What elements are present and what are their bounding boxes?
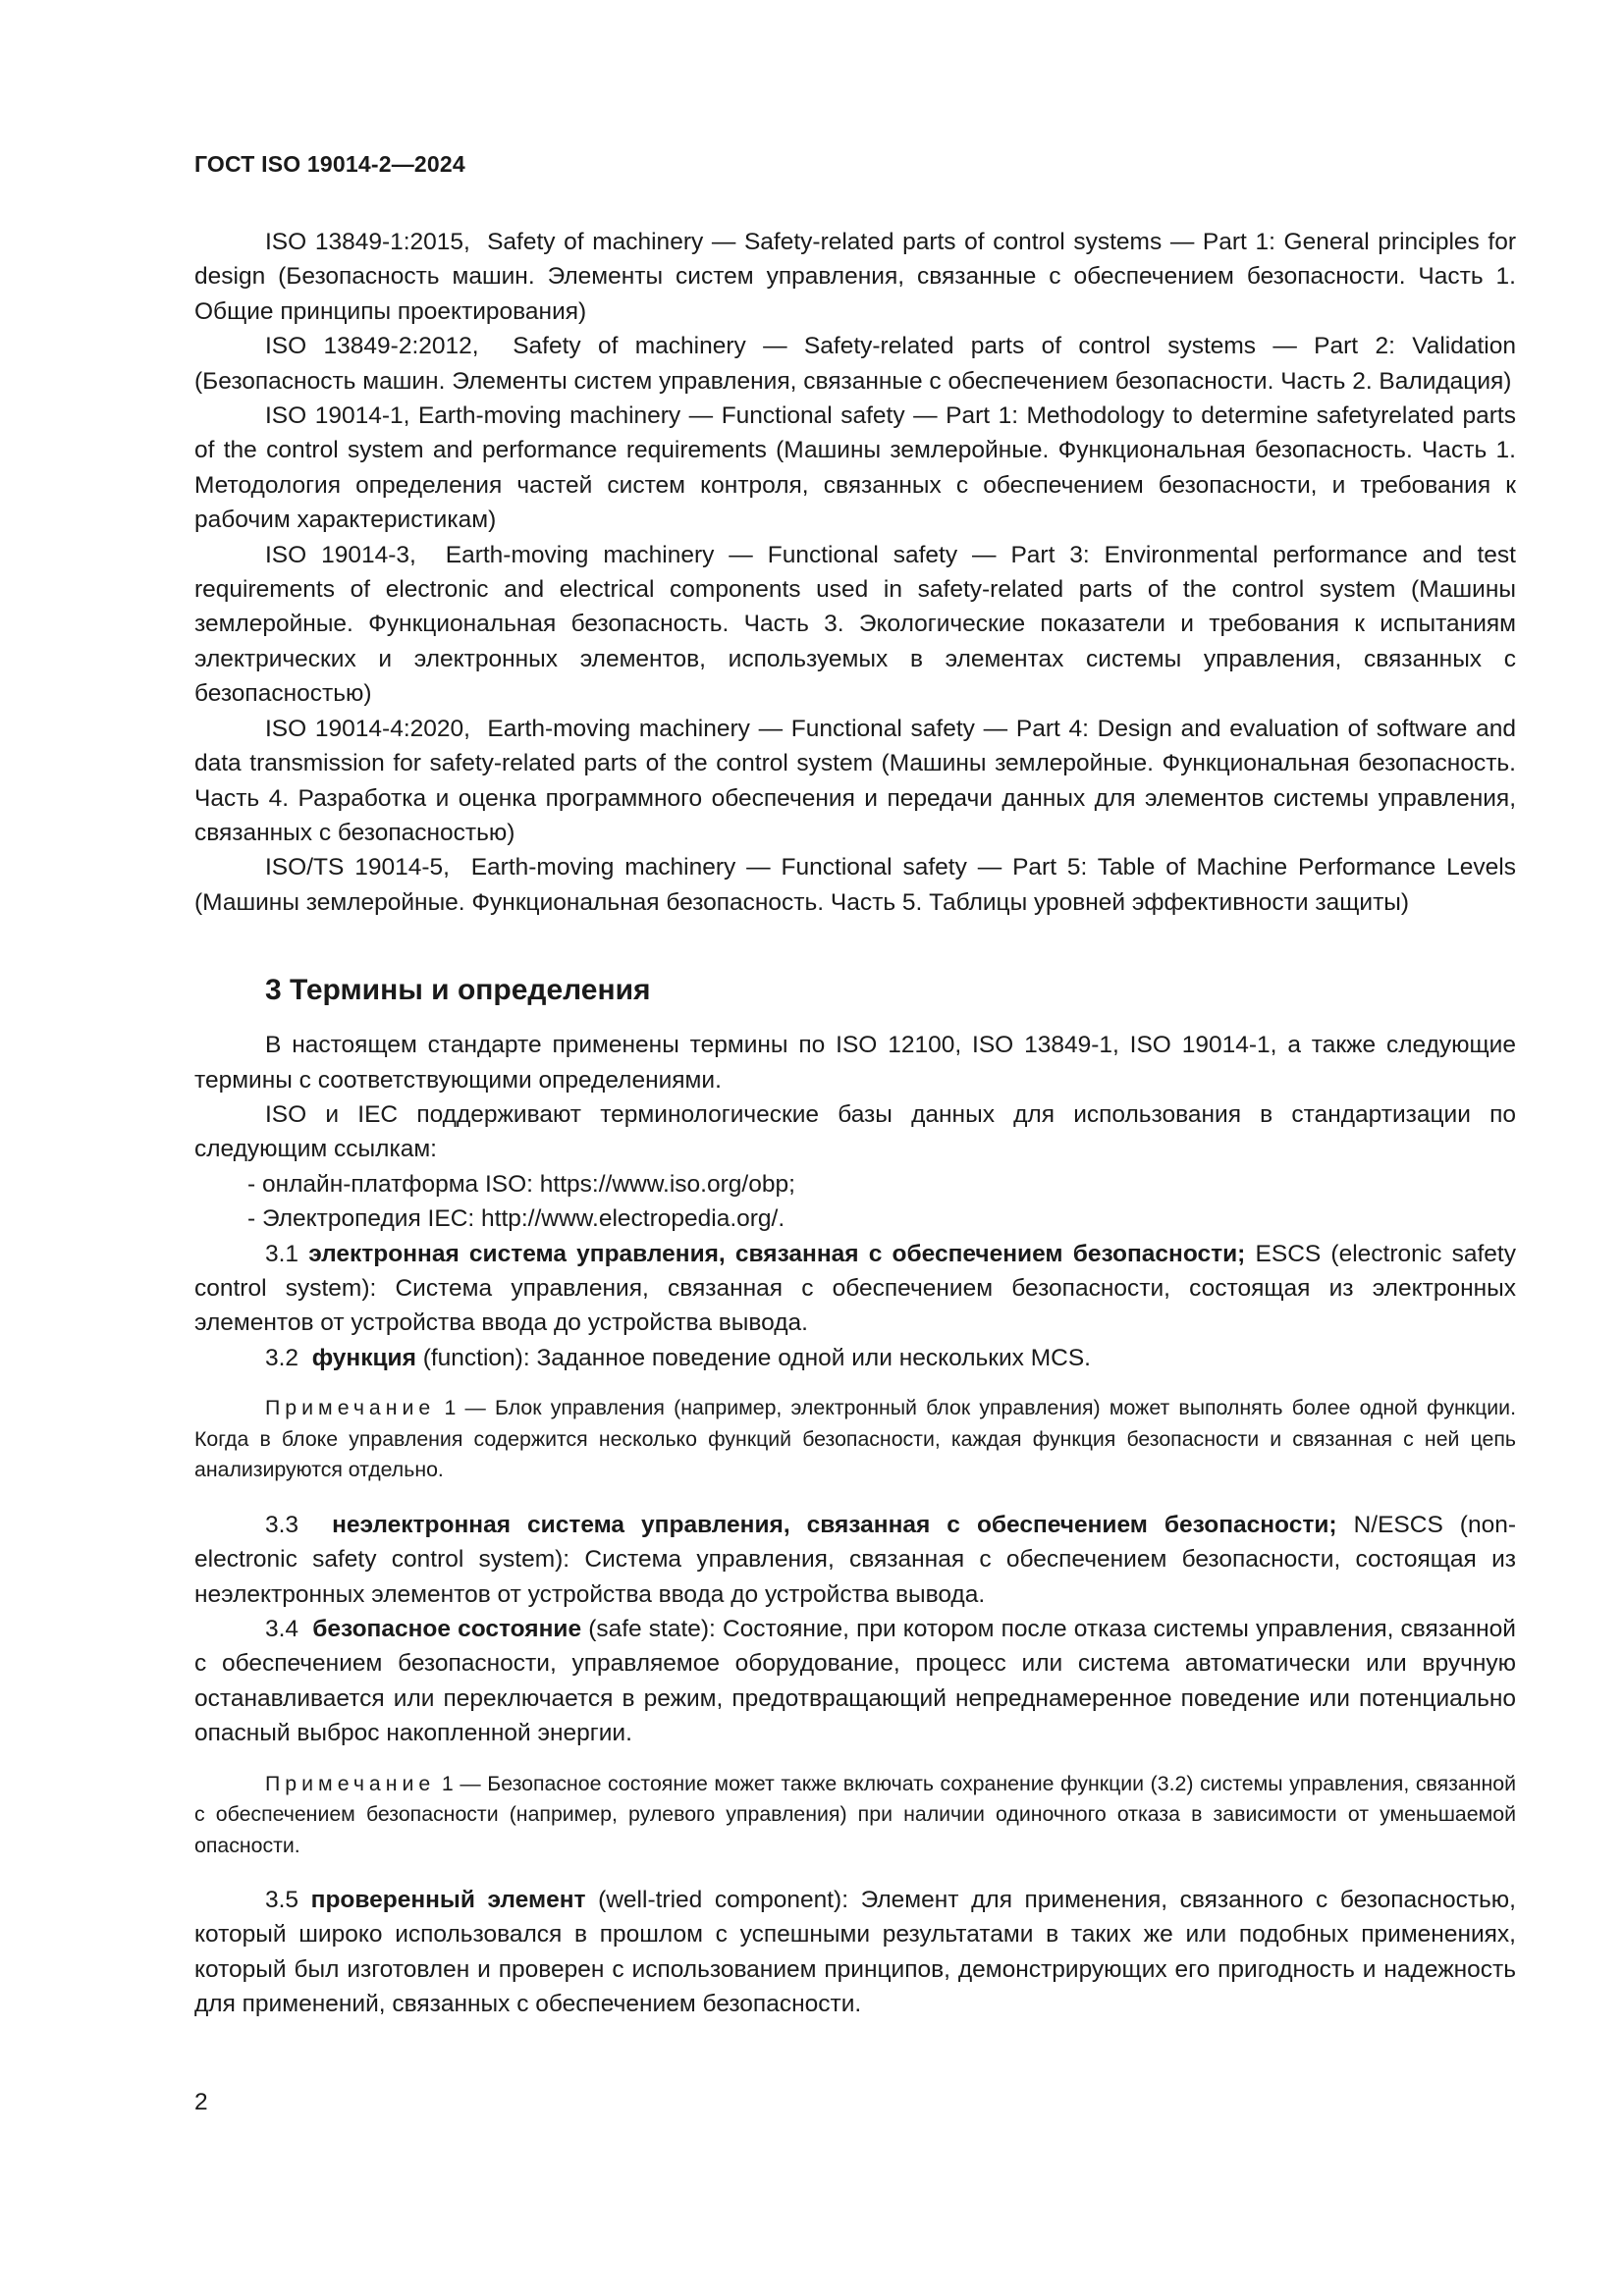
term-definition: ESCS (electronic safety control system): Система управления, связанная с обеспечением безопасности, состоящая из электронных элементов от устройства ввода до устройства вывода. bbox=[194, 1240, 1516, 1337]
term-name: функция bbox=[311, 1344, 416, 1371]
term-3-2 bbox=[194, 1341, 1516, 1375]
term-name: электронная система управления, связанная с обеспечением безопасности; bbox=[308, 1240, 1246, 1267]
reference-text: Earth-moving machinery — Functional safety — Part 1: Methodology to determine safetyrelated parts of the control system and performance requirements (Машины землеройные. Функциональная безопасность. Часть 1. Методология определения частей систем контроля, связанных с обеспечением безопасности, и требования к рабочим характеристикам) bbox=[194, 402, 1516, 534]
reference-item bbox=[194, 712, 1516, 851]
reference-item bbox=[194, 225, 1516, 329]
term-definition: (function): Заданное поведение одной или нескольких MCS. bbox=[415, 1344, 1091, 1371]
page-content bbox=[194, 225, 1516, 2022]
reference-code: ISO 19014-3, bbox=[265, 541, 416, 568]
document-code-header: ГОСТ ISO 19014-2—2024 bbox=[194, 151, 465, 177]
list-item: - Электропедия IEC: http://www.electropedia.org/. bbox=[247, 1205, 785, 1233]
reference-item bbox=[194, 538, 1516, 712]
page-number: 2 bbox=[194, 2089, 208, 2115]
term-number: 3.4 bbox=[265, 1615, 299, 1642]
reference-code: ISO/TS 19014-5, bbox=[265, 854, 450, 881]
term-number: 3.3 bbox=[265, 1511, 299, 1538]
term-name: безопасное состояние bbox=[312, 1615, 582, 1642]
term-3-4 bbox=[194, 1612, 1516, 1751]
reference-code: ISO 19014-4:2020, bbox=[265, 715, 470, 742]
term-number: 3.5 bbox=[265, 1887, 299, 1914]
reference-item bbox=[194, 399, 1516, 538]
note-3-4 bbox=[194, 1769, 1516, 1862]
term-3-5 bbox=[194, 1883, 1516, 2022]
term-name: неэлектронная система управления, связанная с обеспечением безопасности; bbox=[332, 1511, 1337, 1538]
term-3-3 bbox=[194, 1508, 1516, 1612]
term-definition: N/ESCS (non-electronic safety control system): Система управления, связанная с обеспечением безопасности, состоящая из неэлектронных элементов от устройства ввода до устройства вывода. bbox=[194, 1511, 1516, 1608]
reference-text: Safety of machinery — Safety-related parts of control systems — Part 2: Validation (Безопасность машин. Элементы систем управления, связанные с обеспечением безопасности. Часть 2. Валидация) bbox=[194, 333, 1516, 395]
section-intro: В настоящем стандарте применены термины по ISO 12100, ISO 13849-1, ISO 19014-1, а также следующие термины с соответствующими определениями. bbox=[194, 1032, 1516, 1094]
section-heading: 3 Термины и определения bbox=[265, 974, 651, 1007]
reference-code: ISO 19014-1, bbox=[265, 402, 410, 430]
note-label: Примечание bbox=[265, 1771, 436, 1795]
term-definition: (safe state): Состояние, при котором после отказа системы управления, связанной с обеспечением безопасности, управляемое оборудование, процесс или система автоматически или вручную останавливается или переключается в режим, предотвращающий непреднамеренное поведение или потенциально опасный выброс накопленной энергии. bbox=[194, 1615, 1516, 1747]
list-item: - онлайн-платформа ISO: https://www.iso.org/obp; bbox=[247, 1170, 795, 1198]
reference-item bbox=[194, 850, 1516, 920]
reference-code: ISO 13849-2:2012, bbox=[265, 333, 479, 360]
databases-intro: ISO и IEC поддерживают терминологические базы данных для использования в стандартизации по следующим ссылкам: bbox=[194, 1100, 1516, 1163]
note-text: 1 — Безопасное состояние может также включать сохранение функции (3.2) системы управления, связанной с обеспечением безопасности (например, рулевого управления) при наличии одиночного отказа в зависимости от уменьшаемой опасности. bbox=[194, 1771, 1516, 1857]
term-number: 3.2 bbox=[265, 1344, 299, 1371]
reference-item bbox=[194, 329, 1516, 399]
note-3-2 bbox=[194, 1393, 1516, 1486]
reference-text: Safety of machinery — Safety-related parts of control systems — Part 1: General principles for design (Безопасность машин. Элементы систем управления, связанные с обеспечением безопасности. Часть 1. Общие принципы проектирования) bbox=[194, 229, 1516, 325]
reference-text: Earth-moving machinery — Functional safety — Part 3: Environmental performance and test requirements of electronic and electrical components used in safety-related parts of the control system (Машины землеройные. Функциональная безопасность. Часть 3. Экологические показатели и требования к испытаниям электрических и электронных элементов, используемых в элементах системы управления, связанных с безопасностью) bbox=[194, 541, 1516, 708]
reference-text: Earth-moving machinery — Functional safety — Part 4: Design and evaluation of software and data transmission for safety-related parts of the control system (Машины землеройные. Функциональная безопасность. Часть 4. Разработка и оценка программного обеспечения и передачи данных для элементов системы управления, связанных с безопасностью) bbox=[194, 715, 1516, 846]
term-3-1 bbox=[194, 1237, 1516, 1341]
term-name: проверенный элемент bbox=[310, 1887, 586, 1914]
reference-code: ISO 13849-1:2015, bbox=[265, 229, 470, 255]
term-number: 3.1 bbox=[265, 1240, 299, 1267]
reference-text: Earth-moving machinery — Functional safety — Part 5: Table of Machine Performance Levels (Машины землеройные. Функциональная безопасность. Часть 5. Таблицы уровней эффективности защиты) bbox=[194, 854, 1516, 916]
term-definition: (well-tried component): Элемент для применения, связанного с безопасностью, который широко использовался в прошлом с успешными результатами в таких же или подобных применениях, который был изготовлен и проверен с использованием принципов, демонстрирующих его пригодность и надежность для применений, связанных с обеспечением безопасности. bbox=[194, 1887, 1516, 2018]
note-label: Примечание bbox=[265, 1396, 436, 1420]
note-text: 1 — Блок управления (например, электронный блок управления) может выполнять более одной функции. Когда в блоке управления содержится несколько функций безопасности, каждая функция безопасности и связанная с ней цепь анализируются отдельно. bbox=[194, 1396, 1516, 1482]
